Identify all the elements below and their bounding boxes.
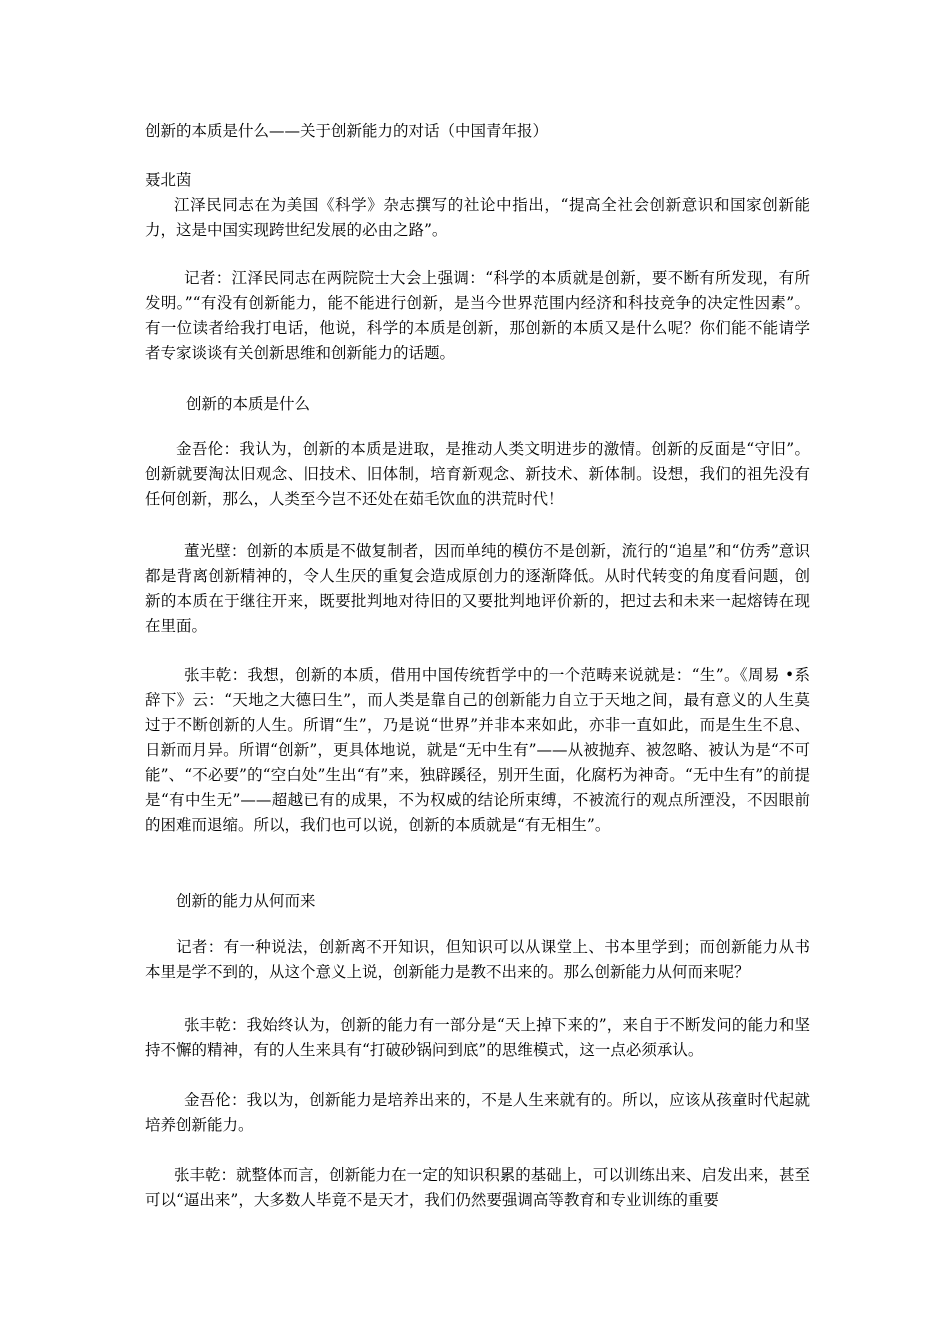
reporter-paragraph-1: 记者：江泽民同志在两院院士大会上强调：“科学的本质就是创新，要不断有所发现，有所发明。”“有没有创新能力，能不能进行创新，是当今世界范围内经济和科技竞争的决定性因素”。有一位读者给我打电话，他说，科学的本质是创新，那创新的本质又是什么呢？你们能不能请学者专家谈谈有关创新思维和创新能力的话题。 bbox=[145, 269, 810, 362]
zhang-paragraph-3: 张丰乾：就整体而言，创新能力在一定的知识积累的基础上，可以训练出来、启发出来，甚至可以“逼出来”，大多数人毕竟不是天才，我们仍然要强调高等教育和专业训练的重要 bbox=[145, 1166, 810, 1209]
intro-paragraph: 江泽民同志在为美国《科学》杂志撰写的社论中指出，“提高全社会创新意识和国家创新能力，这是中国实现跨世纪发展的必由之路”。 bbox=[145, 196, 810, 239]
dong-paragraph-1: 董光壁：创新的本质是不做复制者，因而单纯的模仿不是创新，流行的“追星”和“仿秀”意识都是背离创新精神的，令人生厌的重复会造成原创力的逐渐降低。从时代转变的角度看问题，创新的本质在于继往开来，既要批判地对待旧的又要批判地评价新的，把过去和未来一起熔铸在现在里面。 bbox=[145, 542, 810, 635]
reporter-paragraph-2: 记者：有一种说法，创新离不开知识，但知识可以从课堂上、书本里学到；而创新能力从书本里是学不到的，从这个意义上说，创新能力是教不出来的。那么创新能力从何而来呢？ bbox=[145, 938, 810, 981]
section-heading-2: 创新的能力从何而来 bbox=[176, 892, 316, 910]
section-heading-1: 创新的本质是什么 bbox=[186, 395, 311, 413]
zhang-paragraph-2: 张丰乾：我始终认为，创新的能力有一部分是“天上掉下来的”，来自于不断发问的能力和坚持不懈的精神，有的人生来具有“打破砂锅问到底”的思维模式，这一点必须承认。 bbox=[145, 1016, 810, 1059]
author-name: 聂北茵 bbox=[145, 171, 192, 189]
zhang-paragraph-1: 张丰乾：我想，创新的本质，借用中国传统哲学中的一个范畴来说就是：“生”。《周易 •系辞下》云：“天地之大德曰生”，而人类是靠自己的创新能力自立于天地之间，最有意义的人生莫过于不断创新的人生。所谓“生”，乃是说“世界”并非本来如此，亦非一直如此，而是生生不息、日新而月异。所谓“创新”，更具体地说，就是“无中生有”——从被抛弃、被忽略、被认为是“不可能”、“不必要”的“空白处”生出“有”来，独辟蹊径，别开生面，化腐朽为神奇。“无中生有”的前提是“有中生无”——超越已有的成果，不为权威的结论所束缚，不被流行的观点所湮没，不因眼前的困难而退缩。所以，我们也可以说，创新的本质就是“有无相生”。 bbox=[145, 666, 810, 834]
jin-paragraph-2: 金吾伦：我以为，创新能力是培养出来的，不是人生来就有的。所以，应该从孩童时代起就培养创新能力。 bbox=[145, 1091, 810, 1134]
article-title: 创新的本质是什么——关于创新能力的对话（中国青年报） bbox=[145, 122, 549, 140]
jin-paragraph-1: 金吾伦：我认为，创新的本质是进取，是推动人类文明进步的激情。创新的反面是“守旧”。创新就要淘汰旧观念、旧技术、旧体制，培育新观念、新技术、新体制。设想，我们的祖先没有任何创新，那么，人类至今岂不还处在茹毛饮血的洪荒时代！ bbox=[145, 440, 810, 508]
